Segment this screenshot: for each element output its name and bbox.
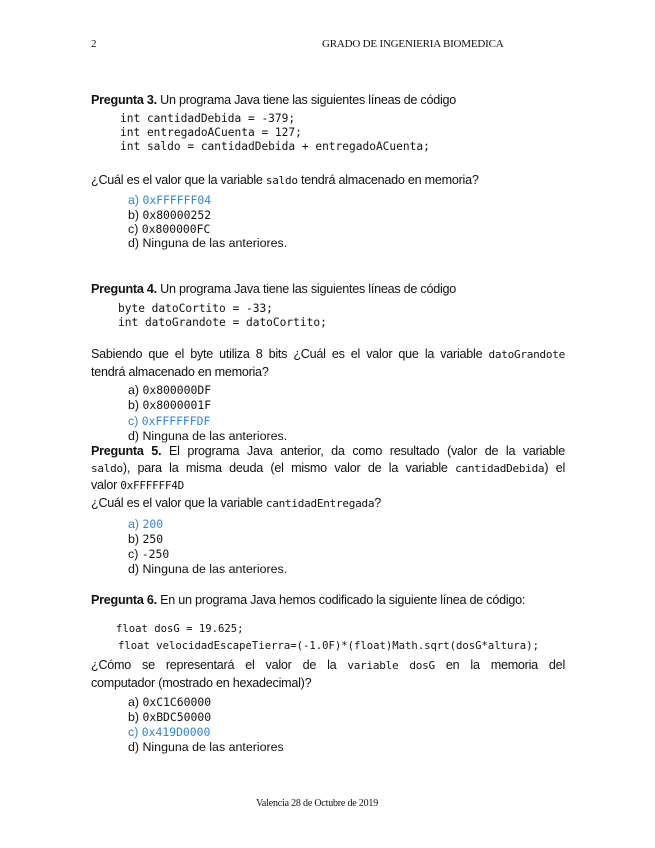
question-4-heading — [91, 281, 456, 297]
question-5-prompt: ¿Cuál es el valor que la variable cantidadEntregada? — [91, 496, 382, 510]
question-6-label: Pregunta 6. — [91, 593, 157, 607]
hex-value: 0xFFFFFF4D — [120, 479, 185, 492]
question-5-option-c: c) -250 — [128, 547, 170, 561]
document-footer: Valencia 28 de Octubre de 2019 — [256, 798, 379, 809]
question-4-label: Pregunta 4. — [91, 282, 157, 296]
question-6-heading — [91, 592, 525, 608]
question-4-option-a: a) 0x800000DF — [128, 383, 212, 397]
page-number: 2 — [91, 38, 97, 50]
variable-name: dosG — [409, 659, 435, 672]
question-4-option-d: d) Ninguna de las anteriores. — [128, 429, 288, 443]
question-4-code — [118, 302, 327, 330]
variable-name: saldo — [91, 461, 123, 475]
question-3-option-c: c) 0x800000FC — [128, 222, 211, 236]
code-line: float velocidadEscapeTierra=(-1.0F)*(float)Math.sqrt(dosG*altura); — [118, 640, 539, 652]
variable-name: cantidadDebida — [455, 461, 545, 475]
code-line: byte datoCortito = -33; — [118, 302, 273, 315]
question-6-option-b: b) 0xBDC50000 — [128, 710, 212, 724]
question-3-label: Pregunta 3. — [91, 93, 157, 107]
code-line: int saldo = cantidadDebida + entregadoACuenta; — [120, 140, 430, 153]
code-line: int cantidadDebida = -379; — [120, 112, 296, 125]
question-3-prompt: ¿Cuál es el valor que la variable saldo tendrá almacenado en memoria? — [91, 173, 479, 187]
variable-name: datoGrandote — [488, 348, 565, 361]
question-5-statement: Pregunta 5. El programa Java anterior, da como resultado (valor de la variable saldo), para la misma deuda (el mismo valor de la variable cantidadDebida) el valor 0xFFFFFF4D — [91, 444, 566, 492]
question-4-intro: Un programa Java tiene las siguientes líneas de código — [156, 282, 457, 296]
question-4-option-b: b) 0x8000001F — [128, 398, 212, 412]
question-6-code-line-2 — [118, 637, 539, 656]
question-3-heading — [91, 92, 456, 108]
question-3-option-d: d) Ninguna de las anteriores. — [128, 236, 288, 250]
document-header-title: GRADO DE INGENIERIA BIOMEDICA — [322, 38, 504, 50]
code-line: float dosG = 19.625; — [116, 623, 244, 635]
question-5-option-a: a) 200 — [128, 517, 164, 531]
code-line: int datoGrandote = datoCortito; — [118, 316, 327, 329]
question-4-option-c: c) 0xFFFFFFDF — [128, 414, 211, 428]
question-5-option-b: b) 250 — [128, 532, 164, 546]
question-4-prompt: Sabiendo que el byte utiliza 8 bits ¿Cuál es el valor que la variable datoGrandote tendrá almacenado en memoria? — [91, 347, 565, 379]
question-6-option-d: d) Ninguna de las anteriores — [128, 740, 284, 754]
question-3-option-b: b) 0x80000252 — [128, 208, 212, 222]
question-3-option-a: a) 0xFFFFFF04 — [128, 193, 212, 207]
question-3-code — [120, 112, 430, 154]
question-6-option-c: c) 0x419D0000 — [128, 725, 211, 739]
variable-name: saldo — [265, 174, 298, 187]
question-5-option-d: d) Ninguna de las anteriores. — [128, 562, 288, 576]
code-line: int entregadoACuenta = 127; — [120, 126, 302, 139]
question-6-intro: En un programa Java hemos codificado la siguiente línea de código: — [156, 593, 526, 607]
question-5-label: Pregunta 5. — [91, 444, 162, 458]
question-6-option-a: a) 0xC1C60000 — [128, 695, 212, 709]
variable-name: cantidadEntregada — [265, 497, 375, 510]
question-6-prompt: ¿Cómo se representará el valor de la variable dosG en la memoria del computador (mostrado en hexadecimal)? — [91, 658, 565, 690]
question-3-intro: Un programa Java tiene las siguientes líneas de código — [156, 93, 457, 107]
